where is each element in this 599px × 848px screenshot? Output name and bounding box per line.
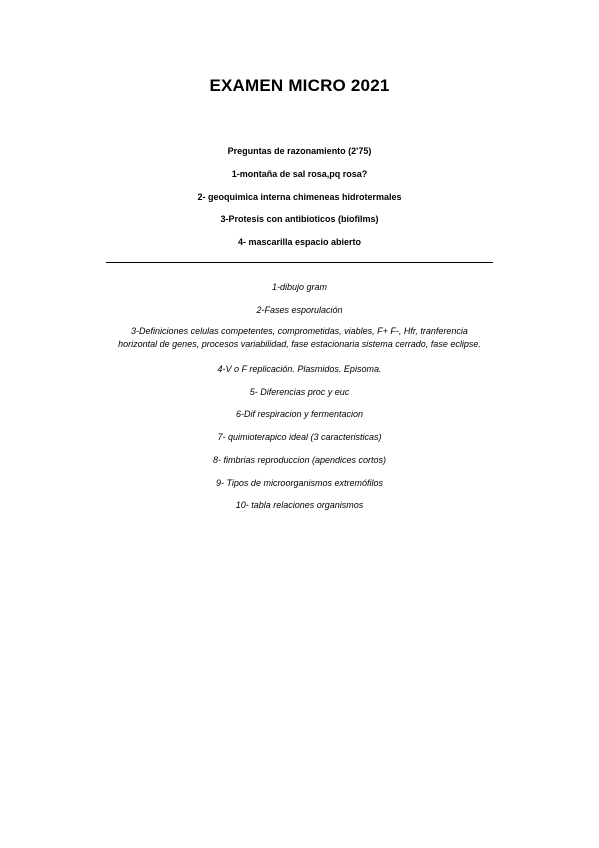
question-4: 4-V o F replicación. Plasmidos. Episoma. [217,364,382,374]
question-3 [0,325,599,351]
reasoning-item-1: 1-montaña de sal rosa,pq rosa? [231,169,368,179]
section-divider [106,262,493,263]
question-3-line-2: horizontal de genes, procesos variabilidad, fase estacionaria sistema cerrado, fase eclipse. [118,339,481,349]
question-3-line-1: 3-Definiciones celulas competentes, comprometidas, viables, F+ F-, Hfr, tranferencia [131,326,468,336]
reasoning-heading: Preguntas de razonamiento (2'75) [227,146,372,156]
document-title: EXAMEN MICRO 2021 [209,76,390,95]
question-10: 10- tabla relaciones organismos [235,500,364,510]
reasoning-item-2: 2- geoquimica interna chimeneas hidrotermales [197,192,402,202]
question-8: 8- fimbrias reproduccion (apendices cortos) [212,455,387,465]
reasoning-item-3: 3-Protesis con antibioticos (biofilms) [220,214,379,224]
question-1: 1-dibujo gram [271,282,328,292]
question-9: 9- Tipos de microorganismos extremófilos [216,478,383,488]
question-6: 6-Dif respiracion y fermentacion [235,409,364,419]
question-5: 5- Diferencias proc y euc [249,387,350,397]
question-7: 7- quimioterapico ideal (3 caracteristicas) [217,432,382,442]
question-2: 2-Fases esporulación [256,305,343,315]
reasoning-item-4: 4- mascarilla espacio abierto [237,237,362,247]
